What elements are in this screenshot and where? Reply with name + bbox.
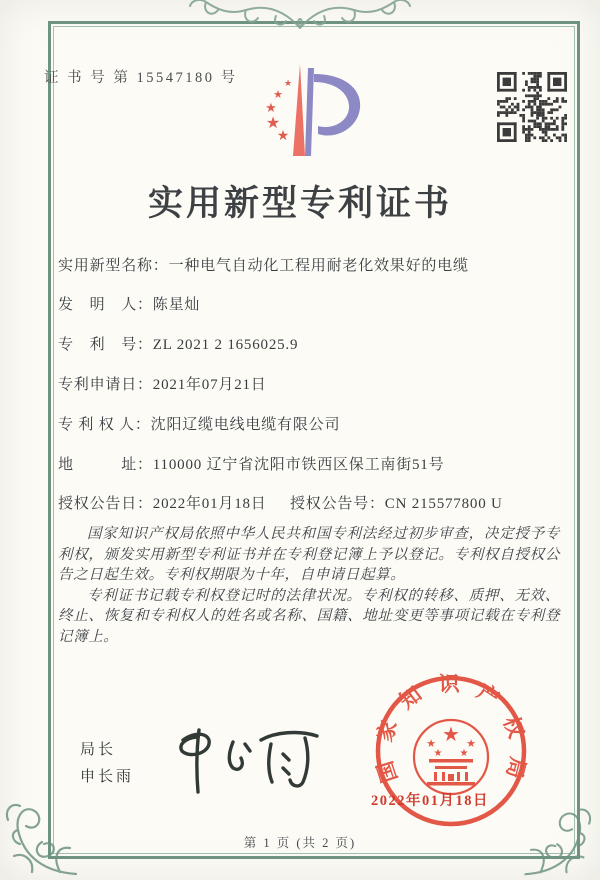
qr-code	[497, 72, 567, 142]
svg-text:★: ★	[283, 79, 293, 89]
svg-text:★: ★	[466, 737, 476, 750]
field-grant-row	[58, 492, 563, 513]
legal-text	[58, 524, 560, 647]
national-emblem-icon	[414, 720, 488, 794]
field-utility-model-name: 实用新型名称：一种电气自动化工程用耐老化效果好的电缆	[58, 258, 469, 274]
page-number: 第 1 页 (共 2 页)	[243, 836, 357, 850]
cnipa-logo-icon	[250, 60, 364, 162]
svg-text:★: ★	[442, 722, 460, 746]
director-title: 局长	[80, 741, 117, 758]
director-name: 申长雨	[80, 768, 135, 785]
svg-text:★: ★	[273, 88, 283, 101]
certificate-title: 实用新型专利证书	[147, 184, 452, 223]
svg-text:★: ★	[276, 128, 290, 144]
svg-text:★: ★	[265, 113, 281, 132]
seal-date: 2022年01月18日	[371, 793, 489, 809]
field-patentee: 专 利 权 人：沈阳辽缆电线电缆有限公司	[58, 417, 341, 433]
field-grant-date: 授权公告日：2022年01月18日	[58, 496, 267, 512]
top-dragon-ornament-icon	[172, 0, 428, 38]
seal-text: 国家知识产权局	[372, 671, 531, 786]
director-block	[80, 736, 134, 790]
svg-text:★: ★	[459, 748, 469, 759]
field-inventor: 发 明 人：陈星灿	[58, 297, 201, 313]
field-grant-number: 授权公告号：CN 215577800 U	[290, 496, 503, 512]
svg-text:★: ★	[433, 748, 443, 759]
svg-text:★: ★	[265, 101, 277, 116]
field-filing-date: 专利申请日：2021年07月21日	[58, 377, 267, 393]
legal-paragraph-2: 专利证书记载专利权登记时的法律状况。专利权的转移、质押、无效、终止、恢复和专利权人的姓名或名称、国籍、地址变更等事项记载在专利登记簿上。	[58, 587, 560, 645]
certificate-number: 证 书 号 第 15547180 号	[44, 70, 238, 86]
corner-scroll-ornament-icon	[0, 782, 78, 878]
legal-paragraph-1: 国家知识产权局依照中华人民共和国专利法经过初步审查，决定授予专利权，颁发实用新型专利证书并在专利登记簿上予以登记。专利权自授权公告之日起生效。专利权期限为十年，自申请日起算。	[58, 526, 560, 583]
handwritten-signature-icon	[153, 724, 331, 798]
svg-text:★: ★	[426, 737, 436, 750]
field-address: 地 址：110000 辽宁省沈阳市铁西区保工南街51号	[58, 457, 445, 473]
field-patent-number: 专 利 号：ZL 2021 2 1656025.9	[58, 337, 299, 353]
